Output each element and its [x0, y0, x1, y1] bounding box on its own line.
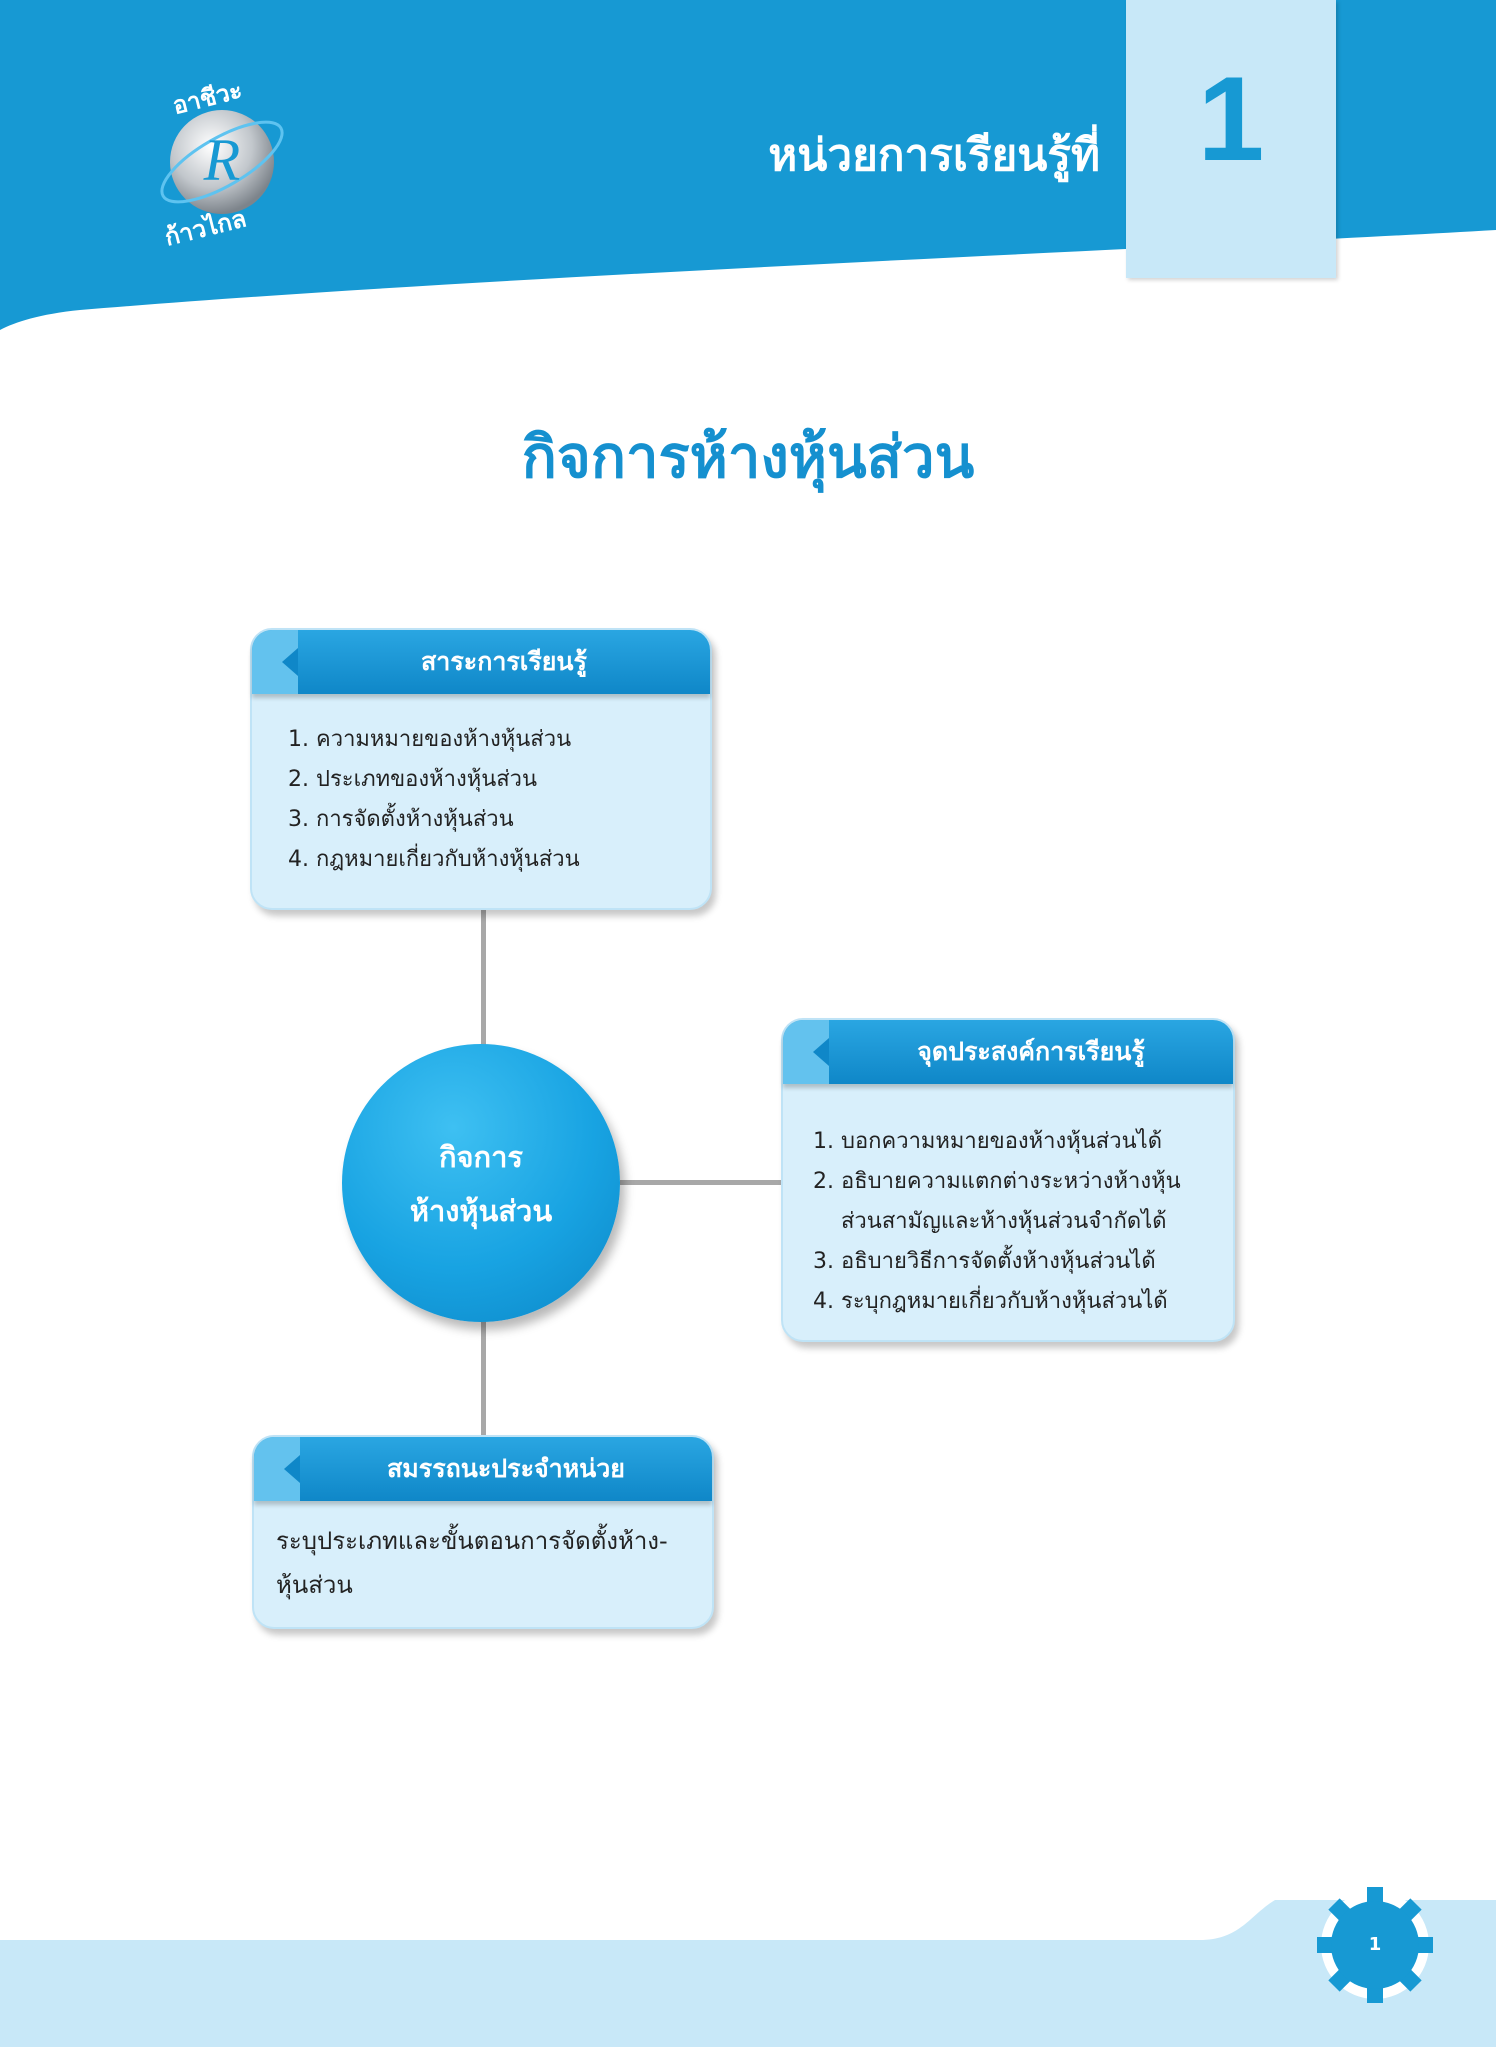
page-number: 1 [1368, 1934, 1382, 1955]
card-heading: จุดประสงค์การเรียนรู้ [917, 1037, 1145, 1066]
content-list [288, 720, 690, 880]
objectives-list [813, 1122, 1213, 1322]
footer-band [0, 1900, 1496, 2047]
list-item: 2. อธิบายความแตกต่างระหว่างห้างหุ้นส่วนสามัญและห้างหุ้นส่วนจำกัดได้ [813, 1169, 1181, 1234]
brand-logo [150, 70, 300, 250]
hub-line-1: กิจการ [439, 1140, 523, 1174]
list-item: 4. ระบุกฎหมายเกี่ยวกับห้างหุ้นส่วนได้ [813, 1289, 1168, 1314]
hub-circle [342, 1044, 620, 1322]
tab-notch-icon [813, 1038, 829, 1066]
hub-line-2: ห้างหุ้นส่วน [409, 1194, 553, 1228]
logo-letter: R [203, 127, 241, 193]
list-item: 3. การจัดตั้งห้างหุ้นส่วน [288, 807, 514, 832]
connector-bottom [481, 1320, 486, 1435]
unit-number-box [1126, 0, 1336, 278]
logo-text-top: อาชีวะ [169, 75, 246, 121]
card-heading: สาระการเรียนรู้ [421, 647, 587, 676]
list-item: 1. บอกความหมายของห้างหุ้นส่วนได้ [813, 1129, 1162, 1154]
page-title: กิจการห้างหุ้นส่วน [521, 423, 975, 491]
connector-top [481, 906, 486, 1046]
card-header [254, 1437, 712, 1501]
objectives-card [781, 1018, 1235, 1342]
unit-number: 1 [1197, 52, 1265, 186]
list-item: 2. ประเภทของห้างหุ้นส่วน [288, 767, 538, 792]
unit-label: หน่วยการเรียนรู้ที่ [768, 130, 1100, 181]
content-card [250, 628, 712, 910]
tab-notch-icon [284, 1455, 300, 1483]
tab-notch-icon [282, 648, 298, 676]
logo-text-bottom: ก้าวไกล [161, 204, 250, 252]
list-item: 4. กฎหมายเกี่ยวกับห้างหุ้นส่วน [288, 847, 580, 872]
card-heading: สมรรถนะประจำหน่วย [387, 1454, 625, 1483]
competency-text: ระบุประเภทและขั้นตอนการจัดตั้งห้าง-หุ้นส่วน [276, 1527, 668, 1599]
competency-card [252, 1435, 714, 1629]
list-item: 3. อธิบายวิธีการจัดตั้งห้างหุ้นส่วนได้ [813, 1249, 1156, 1274]
connector-right [620, 1180, 782, 1185]
card-header [783, 1020, 1233, 1084]
card-header [252, 630, 710, 694]
list-item: 1. ความหมายของห้างหุ้นส่วน [288, 727, 572, 752]
